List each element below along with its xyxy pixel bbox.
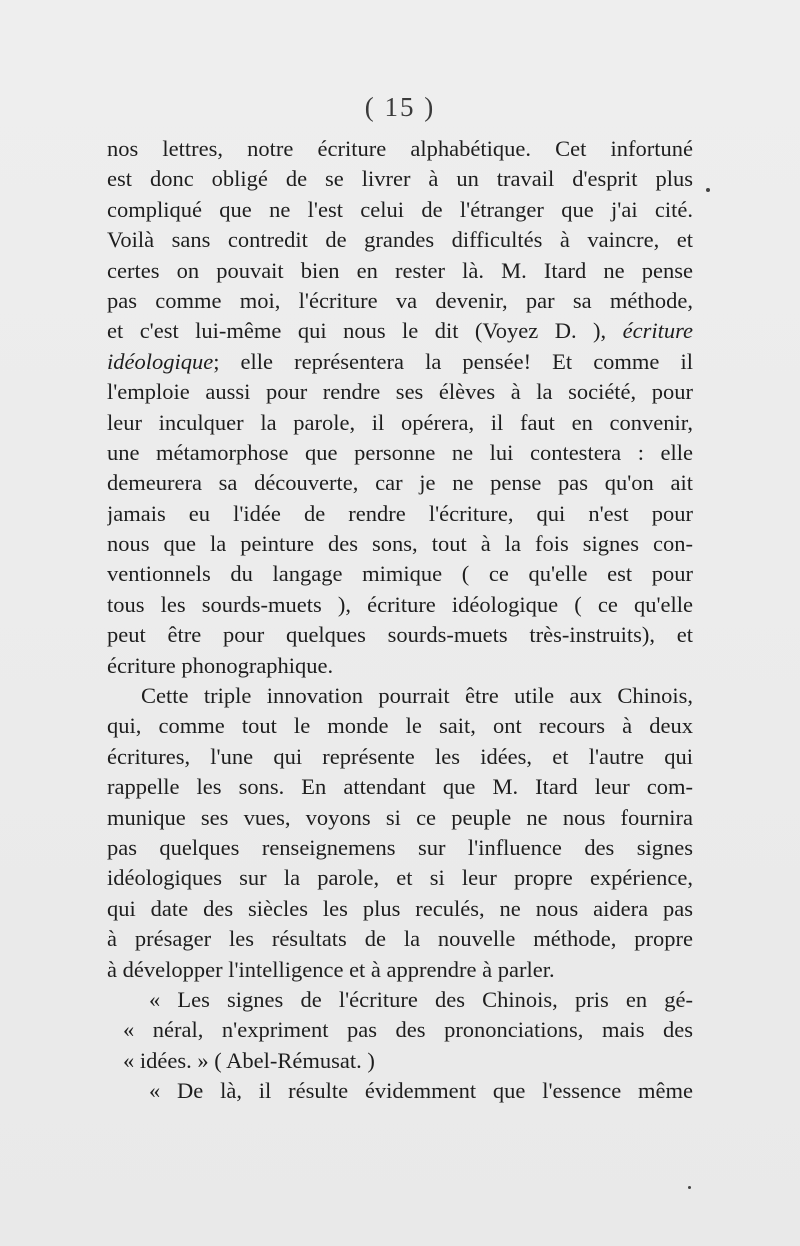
text-line: qui, comme tout le monde le sait, ont recours à deux <box>107 713 693 739</box>
text-line: certes on pouvait bien en rester là. M. Itard ne pense <box>107 257 693 283</box>
italic-term: idéologique <box>107 348 214 374</box>
paper-speck <box>688 1186 691 1189</box>
text-line: est donc obligé de se livrer à un travail d'esprit plus <box>107 166 693 192</box>
text-line: tous les sourds-muets ), écriture idéologique ( ce qu'elle <box>107 591 693 617</box>
text-line: à développer l'intelligence et à apprendre à parler. <box>107 956 555 982</box>
quote-line: « De là, il résulte évidemment que l'essence même <box>149 1078 693 1104</box>
text-line: compliqué que ne l'est celui de l'étranger que j'ai cité. <box>107 196 693 222</box>
text-line: demeurera sa découverte, car je ne pense pas qu'on ait <box>107 470 693 496</box>
text-line: pas quelques renseignemens sur l'influence des signes <box>107 834 693 860</box>
text-line: ventionnels du langage mimique ( ce qu'elle est pour <box>107 561 693 587</box>
text-line: qui date des siècles les plus reculés, ne nous aidera pas <box>107 895 693 921</box>
text-line: à présager les résultats de la nouvelle méthode, propre <box>107 926 693 952</box>
text-segment: ; elle représentera la pensée! Et comme il <box>213 348 693 374</box>
text-segment: et c'est lui-même qui nous le dit (Voyez D. ), <box>107 318 607 344</box>
text-line: nos lettres, notre écriture alphabétique. Cet infortuné <box>107 136 693 161</box>
text-line: leur inculquer la parole, il opérera, il faut en convenir, <box>107 409 693 435</box>
page-number: ( 15 ) <box>364 92 436 122</box>
text-line: une métamorphose que personne ne lui contestera : elle <box>107 439 693 465</box>
text-line: rappelle les sons. En attendant que M. Itard leur com- <box>107 774 693 800</box>
quote-line: « Les signes de l'écriture des Chinois, pris en gé- <box>149 986 693 1012</box>
text-line: pas comme moi, l'écriture va devenir, par sa méthode, <box>107 287 693 313</box>
italic-term: écriture <box>622 318 693 344</box>
text-line: idéologiques sur la parole, et si leur propre expérience, <box>107 865 693 891</box>
text-line: écriture phonographique. <box>107 652 334 678</box>
text-line: nous que la peinture des sons, tout à la fois signes con- <box>107 531 693 557</box>
text-line: peut être pour quelques sourds-muets très-instruits), et <box>107 622 693 648</box>
text-line: écritures, l'une qui représente les idées, et l'autre qui <box>107 743 693 769</box>
text-line <box>107 316 693 346</box>
text-line: Cette triple innovation pourrait être utile aux Chinois, <box>141 683 693 709</box>
quote-line: « néral, n'expriment pas des prononciations, mais des <box>123 1017 693 1043</box>
body-text <box>107 134 693 1107</box>
text-line: Voilà sans contredit de grandes difficultés à vaincre, et <box>107 227 693 253</box>
text-line: jamais eu l'idée de rendre l'écriture, qui n'est pour <box>107 500 693 526</box>
quote-line: « idées. » ( Abel-Rémusat. ) <box>123 1047 375 1073</box>
text-line: munique ses vues, voyons si ce peuple ne nous fournira <box>107 804 693 830</box>
text-line: l'emploie aussi pour rendre ses élèves à la société, pour <box>107 379 693 405</box>
text-line <box>107 347 693 377</box>
paper-speck <box>706 188 710 192</box>
